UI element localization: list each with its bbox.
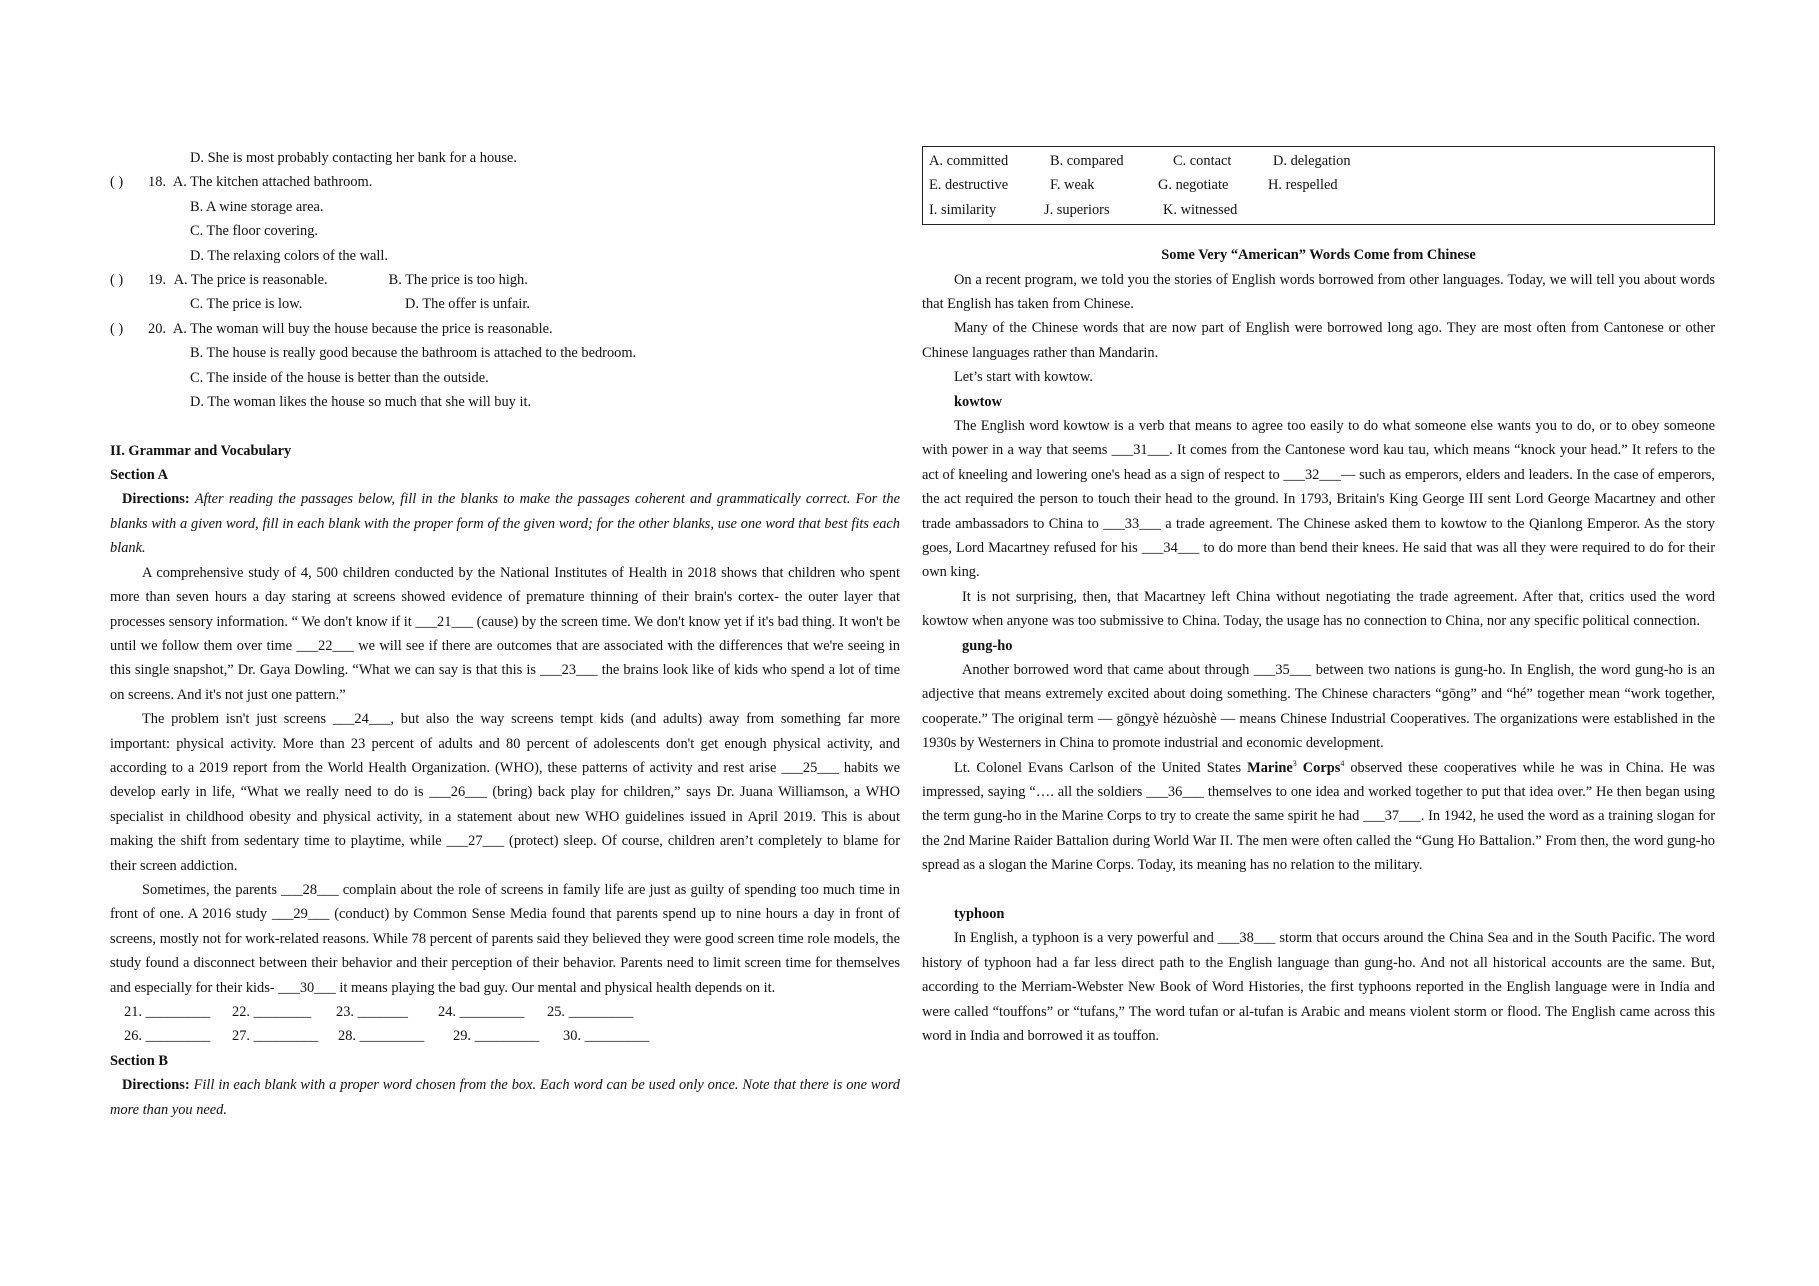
word-option: B. compared: [1050, 153, 1124, 169]
directions-b: [110, 1073, 900, 1122]
article-paragraph: On a recent program, we told you the stories of English words borrowed from other languages. Today, we will tell you about words that English has taken from Chinese.: [922, 271, 1715, 312]
question-number: 20.: [148, 320, 166, 337]
article-paragraph: Another borrowed word that came about through ___35___ between two nations is gung-ho. In English, the word gung-ho is an adjective that means extremely excited about doing something. The Chinese characters “gōng” and “hé” together mean “work together, cooperate.” The original term — gōngyè hézuòshè — means Chinese Industrial Cooperatives. The organizations were established in the 1930s by Westerners in China to promote industrial and economic development.: [922, 662, 1715, 752]
article-paragraph: The English word kowtow is a verb that means to agree too easily to do what someone else wants you to do, or to obey someone with power in a way that seems ___31___. It comes from the Cantonese word kau tau, which means “knock your head.” It refers to the act of kneeling and lowering one's head as a sign of respect to ___32___— such as emperors, elders and leaders. In the case of emperors, the act required the person to touch their head to the ground. In 1793, Britain's King George III sent Lord George Macartney and other trade ambassadors to China to ___33___ a trade agreement. The Chinese asked them to kowtow to the Qianlong Emperor. As the story goes, Lord Macartney refused for his ___34___ to do more than bend their knees. He said that was all they were required to do for their own king.: [922, 417, 1715, 581]
q17-option-d: D. She is most probably contacting her bank for a house.: [190, 150, 517, 166]
word-option: J. superiors: [1044, 201, 1110, 218]
answer-blank-26[interactable]: 26. _________: [124, 1028, 211, 1045]
part-title: II. Grammar and Vocabulary: [110, 442, 292, 459]
section-b-title: Section B: [110, 1052, 168, 1069]
option-c: C. The price is low.: [190, 296, 303, 313]
option-b: B. The price is too high.: [388, 271, 528, 288]
passage-a-paragraph: A comprehensive study of 4, 500 children conducted by the National Institutes of Health in 2018 shows that children who spent more than seven hours a day staring at screens showed evidence of premature thinning of their brain's cortex- the outer layer that processes sensory information. “ We don't know if it ___21___ (cause) by the screen time. We don't know yet if it's bad thing. It won't be until we follow them over time ___22___ we will see if there are outcomes that are associated with the differences that we're seeing in this single snapshot,” Dr. Gaya Dowling. “What we can say is that this is ___23___ the brains look like of kids who spend a lot of time on screens. And it's not just one pattern.”: [110, 564, 900, 703]
answer-blank-25[interactable]: 25. _________: [547, 1004, 634, 1020]
answer-blank-23[interactable]: 23. _______: [336, 1004, 408, 1020]
word-option: H. respelled: [1268, 177, 1338, 194]
answer-blank-30[interactable]: 30. _________: [563, 1028, 650, 1045]
word-option: F. weak: [1050, 177, 1095, 194]
word-option: I. similarity: [929, 201, 997, 218]
option-b: B. A wine storage area.: [190, 198, 324, 215]
text-run: Lt. Colonel Evans Carlson of the United States: [954, 759, 1248, 776]
article-title: Some Very “American” Words Come from Chinese: [1161, 247, 1476, 264]
word-option: C. contact: [1173, 153, 1232, 169]
article-paragraph: [922, 756, 1715, 878]
answer-blanks-row1: [110, 1000, 900, 1024]
word-box-row: [929, 173, 1708, 197]
question-19-row2: [110, 292, 900, 316]
article-paragraph: It is not surprising, then, that Macartney left China without negotiating the trade agreement. After that, critics used the word kowtow when anyone was too submissive to China. Today, the usage has no connection to China, nor any specific political connection.: [922, 588, 1715, 630]
directions-a: [110, 487, 900, 560]
subheading-kowtow: kowtow: [954, 393, 1002, 410]
word-option: E. destructive: [929, 177, 1009, 194]
option-c: C. The inside of the house is better than the outside.: [190, 369, 489, 386]
footnote-ref: 4: [1340, 758, 1345, 768]
word-option: K. witnessed: [1163, 201, 1238, 218]
question-18: [110, 170, 900, 194]
word-box-row: [929, 149, 1708, 173]
answer-blanks-row2: [110, 1024, 900, 1048]
option-b: B. The house is really good because the bathroom is attached to the bedroom.: [190, 345, 637, 362]
bold-term: Corps: [1296, 759, 1341, 776]
option-d: D. The woman likes the house so much that she will buy it.: [190, 393, 532, 410]
answer-paren[interactable]: ( ): [110, 174, 124, 191]
option-a: A. The kitchen attached bathroom.: [172, 174, 373, 191]
article-paragraph: Let’s start with kowtow.: [954, 369, 1093, 386]
question-number: 19.: [148, 271, 166, 288]
text-run: observed these cooperatives while he was in China. He was impressed, saying “…. all the soldiers ___36___ themselves to one idea and worked together to put that idea over.” He then began using the term gung-ho in the Marine Corps to try to create the same spirit he had ___37___. In 1942, he used the word as a training slogan for the 2nd Marine Raider Battalion during World War II. The men were often called the “Gung Ho Battalion.” From then, the word gung-ho spread as a slogan the Marine Corps. Today, its meaning has no relation to the military.: [922, 759, 1716, 874]
word-option: A. committed: [929, 153, 1009, 169]
option-d: D. The relaxing colors of the wall.: [190, 247, 388, 264]
directions-text: After reading the passages below, fill in the blanks to make the passages coherent and grammatically correct. For the blanks with a given word, fill in each blank with the proper form of the given word; for the other blanks, use one word that best fits each blank.: [110, 491, 901, 557]
answer-blank-21[interactable]: 21. _________: [124, 1004, 211, 1020]
option-a: A. The woman will buy the house because the price is reasonable.: [172, 320, 553, 337]
option-c: C. The floor covering.: [190, 223, 319, 240]
answer-blank-29[interactable]: 29. _________: [453, 1028, 540, 1045]
answer-blank-28[interactable]: 28. _________: [338, 1028, 425, 1045]
answer-paren[interactable]: ( ): [110, 271, 124, 288]
answer-blank-22[interactable]: 22. ________: [232, 1004, 312, 1020]
directions-label: Directions:: [122, 1077, 190, 1094]
left-column: [110, 146, 900, 1122]
subheading-typhoon: typhoon: [954, 906, 1005, 923]
question-20: [110, 317, 900, 341]
option-d: D. The offer is unfair.: [405, 296, 530, 313]
word-option: D. delegation: [1273, 153, 1351, 169]
passage-a-paragraph: Sometimes, the parents ___28___ complain about the role of screens in family life are just as guilty of spending too much time in front of one. A 2016 study ___29___ (conduct) by Common Sense Media found that parents spend up to nine hours a day in front of screens, mostly not for work-related reasons. While 78 percent of parents said they believed they were good screen time role models, the study found a disconnect between their behavior and their perception of their behavior. Parents need to limit screen time for themselves and especially for their kids- ___30___ it means playing the bad guy. Our mental and physical health depends on it.: [110, 881, 900, 996]
bold-term: Marine: [1247, 759, 1293, 776]
word-option: G. negotiate: [1158, 177, 1229, 194]
directions-label: Directions:: [122, 491, 190, 508]
section-a-title: Section A: [110, 467, 168, 484]
answer-blank-24[interactable]: 24. _________: [438, 1004, 525, 1020]
subheading-gung-ho: gung-ho: [962, 637, 1013, 654]
directions-text: Fill in each blank with a proper word chosen from the box. Each word can be used only once. Note that there is one word more than you need.: [110, 1077, 900, 1118]
question-number: 18.: [148, 174, 166, 191]
passage-a-paragraph: The problem isn't just screens ___24___, but also the way screens tempt kids (and adults) away from something far more important: physical activity. More than 23 percent of adults and 80 percent of adolescents don't get enough physical activity, and according to a 2019 report from the World Health Organization. (WHO), these patterns of activity and rest arise ___25___ habits we develop early in life, “What we really need to do is ___26___ (bring) back play for children,” says Dr. Juana Williamson, a WHO specialist in childhood obesity and physical activity, in a statement about new WHO guidelines issued in April 2019. This is about making the shift from sedentary time to playtime, while ___27___ (protect) sleep. Of course, children aren’t completely to blame for their screen addiction.: [110, 711, 900, 874]
footnote-ref: 3: [1292, 758, 1297, 768]
option-a: A. The price is reasonable.: [173, 271, 328, 288]
article-paragraph: In English, a typhoon is a very powerful and ___38___ storm that occurs around the China Sea and in the South Pacific. The word history of typhoon had a far less direct path to the English language than gung-ho. And not all historical accounts are the same. But, according to the Merriam-Webster New Book of Word Histories, the first typhoons reported in the English language were in India and were called “touffons” or “tufans,” The word tufan or al-tufan is Arabic and means violent storm or flood. The English came across this word in India and borrowed it as touffon.: [922, 930, 1715, 1045]
question-19: [110, 268, 900, 292]
word-box-row: [929, 198, 1708, 222]
article-paragraph: Many of the Chinese words that are now part of English were borrowed long ago. They are most often from Cantonese or other Chinese languages rather than Mandarin.: [922, 320, 1715, 361]
answer-blank-27[interactable]: 27. _________: [232, 1028, 319, 1045]
word-box: [922, 146, 1715, 225]
answer-paren[interactable]: ( ): [110, 320, 124, 337]
right-column: [922, 146, 1715, 1049]
